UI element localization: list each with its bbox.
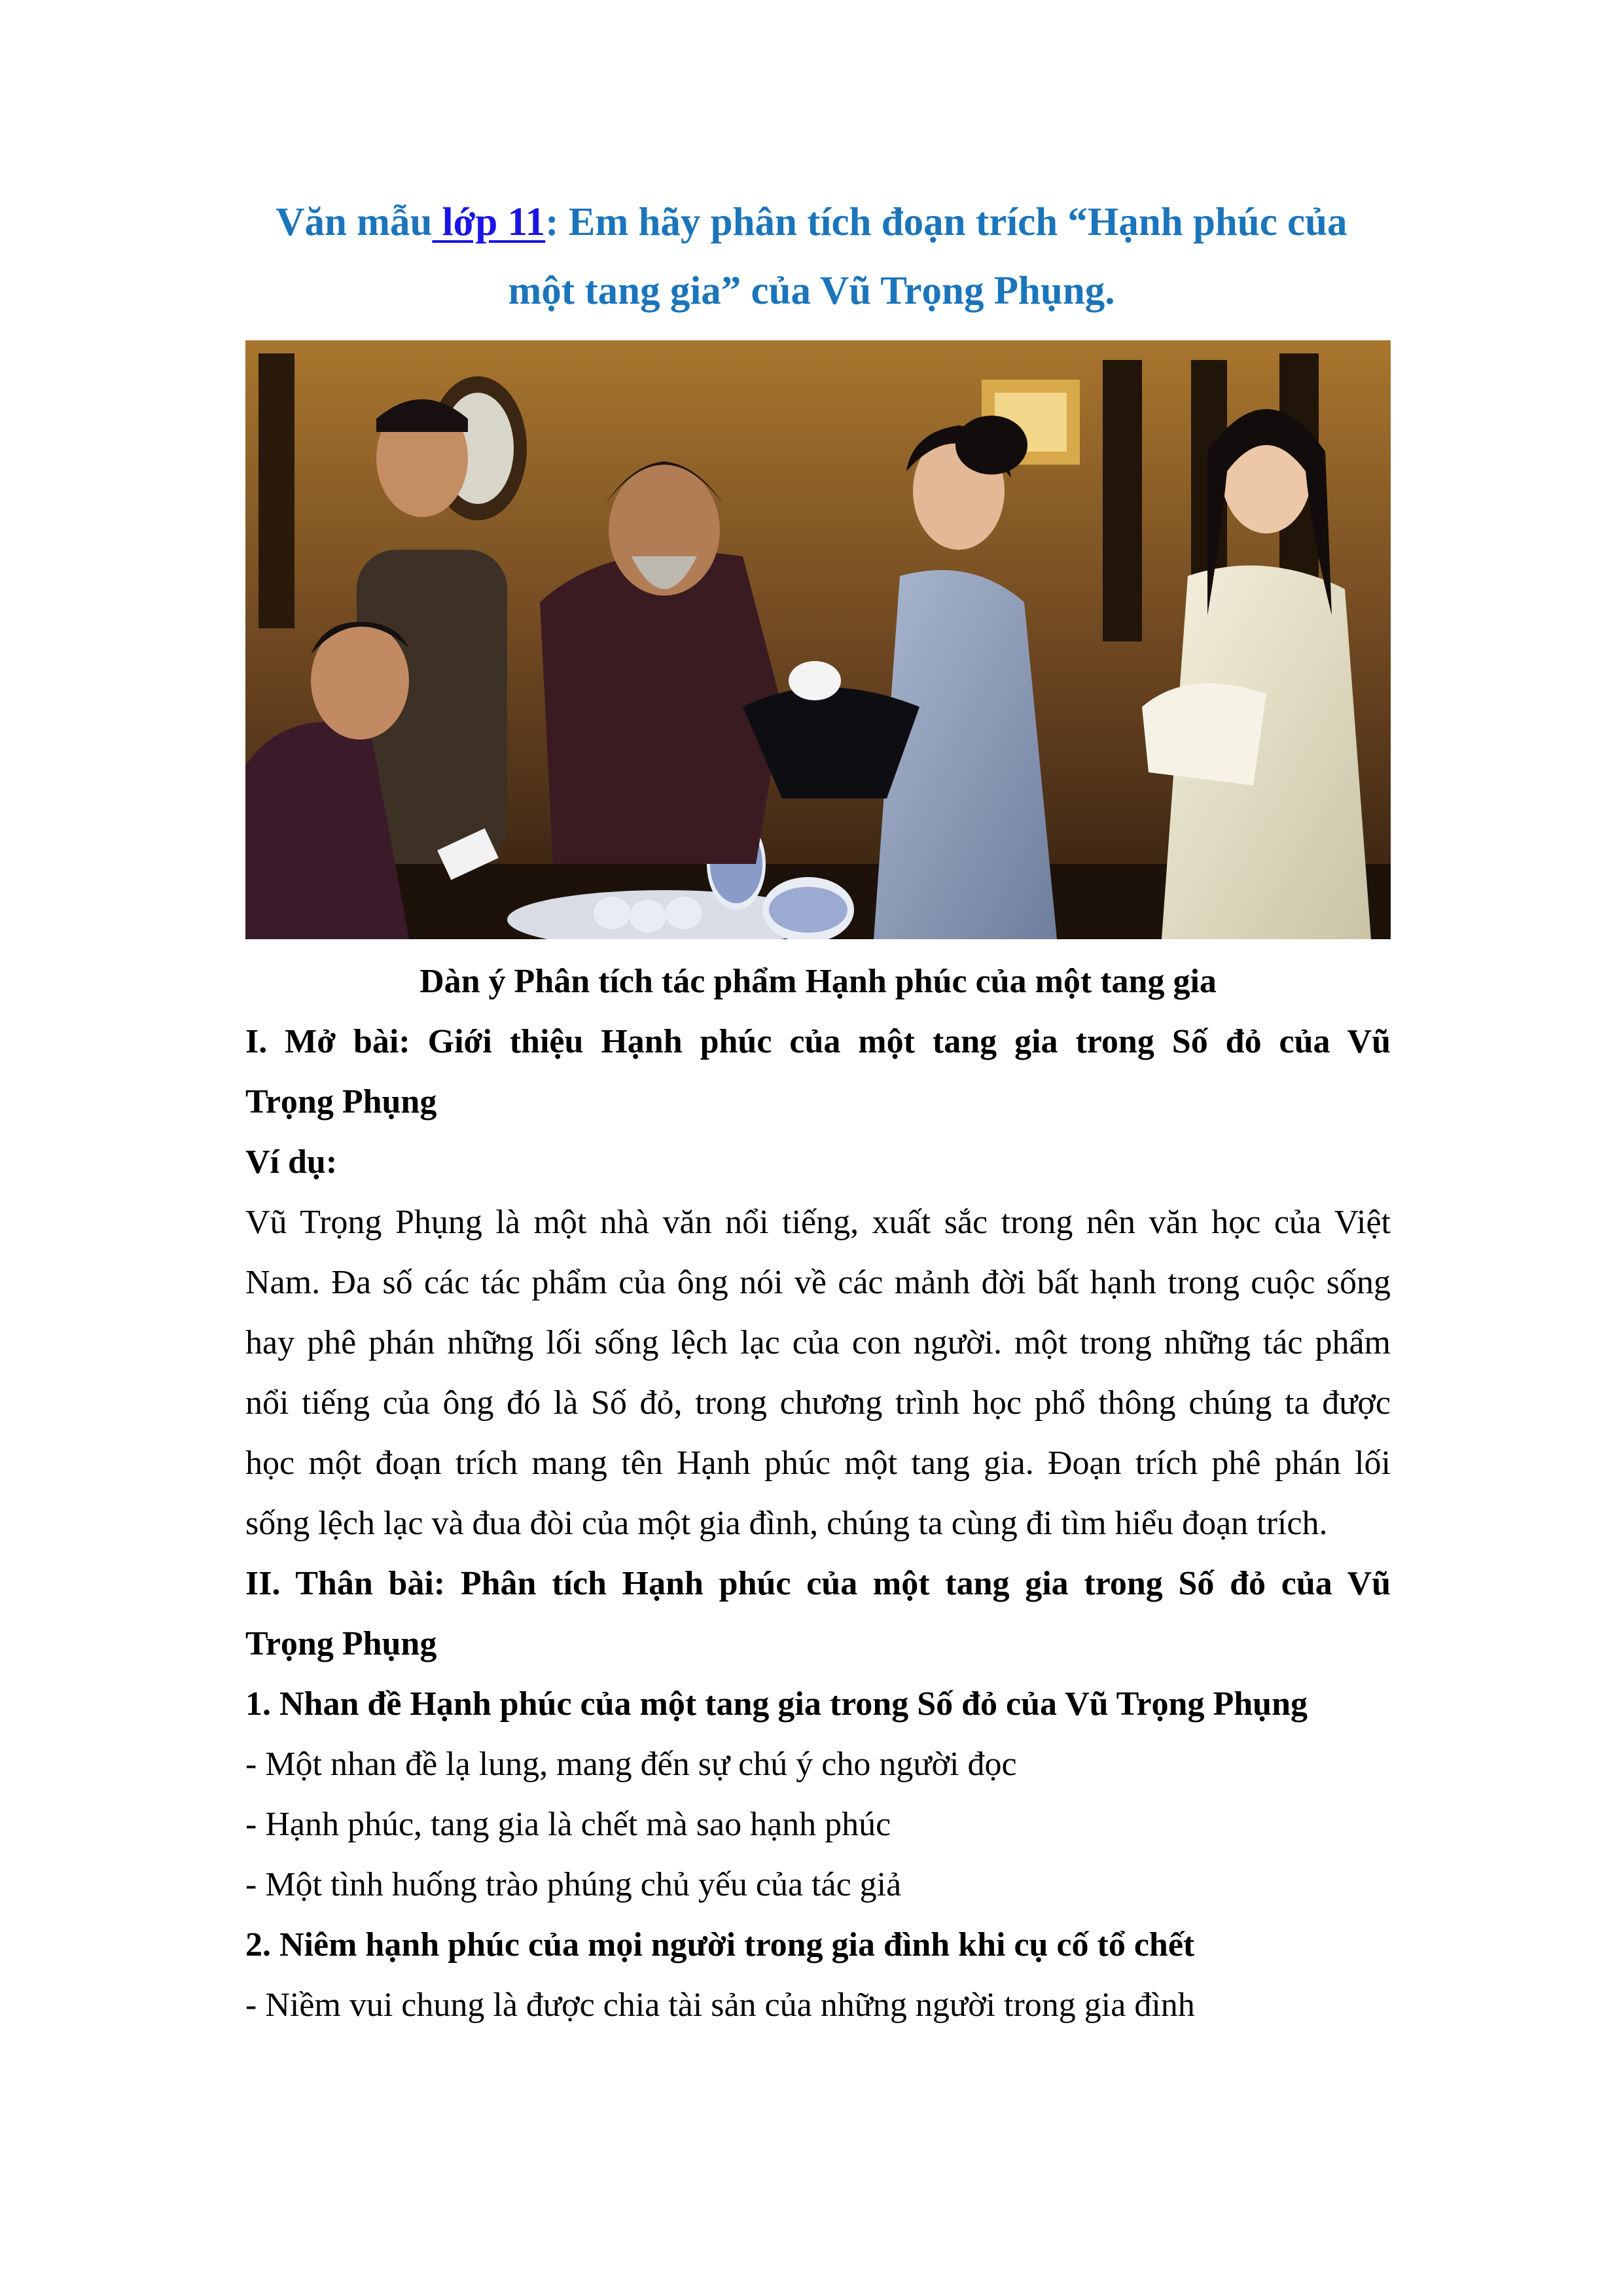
title-line-2: một tang gia” của Vũ Trọng Phụng.: [508, 269, 1115, 313]
list-item: - Niềm vui chung là được chia tài sản của những người trong gia đình: [245, 1986, 1195, 2024]
list-item: - Một tình huống trào phúng chủ yếu của tác giả: [245, 1866, 902, 1903]
section2-heading-line1: II. Thân bài: Phân tích Hạnh phúc của một tang gia trong Số đỏ của Vũ: [245, 1565, 1391, 1602]
scene-photo: [245, 340, 1391, 939]
paragraph-line: nổi tiếng của ông đó là Số đỏ, trong chương trình học phổ thông chúng ta được: [245, 1384, 1391, 1422]
section1-heading-line2: Trọng Phụng: [245, 1083, 437, 1121]
title-prefix: Văn mẫu: [276, 200, 433, 244]
example-label: Ví dụ:: [245, 1143, 338, 1181]
title-line-1: [0, 196, 1623, 249]
list-item: - Hạnh phúc, tang gia là chết mà sao hạnh phúc: [245, 1806, 891, 1843]
paragraph-line: sống lệch lạc và đua đòi của một gia đình, chúng ta cùng đi tìm hiểu đoạn trích.: [245, 1505, 1328, 1542]
subsection1-heading: 1. Nhan đề Hạnh phúc của một tang gia trong Số đỏ của Vũ Trọng Phụng: [245, 1685, 1308, 1723]
list-item: - Một nhan đề lạ lung, mang đến sự chú ý cho người đọc: [245, 1746, 1017, 1783]
subsection2-heading: 2. Niêm hạnh phúc của mọi người trong gia đình khi cụ cố tổ chết: [245, 1926, 1195, 1964]
title-line1-rest: : Em hãy phân tích đoạn trích “Hạnh phúc của: [545, 200, 1347, 244]
paragraph-line: Vũ Trọng Phụng là một nhà văn nổi tiếng, xuất sắc trong nên văn học của Việt: [245, 1204, 1391, 1241]
paragraph-line: học một đoạn trích mang tên Hạnh phúc một tang gia. Đoạn trích phê phán lối: [245, 1444, 1391, 1482]
paragraph-line: Nam. Đa số các tác phẩm của ông nói về các mảnh đời bất hạnh trong cuộc sống: [245, 1264, 1391, 1301]
section1-heading-line1: I. Mở bài: Giới thiệu Hạnh phúc của một tang gia trong Số đỏ của Vũ: [245, 1023, 1391, 1060]
paragraph-line: hay phê phán những lối sống lệch lạc của con người. một trong những tác phẩm: [245, 1324, 1391, 1361]
section2-heading-line2: Trọng Phụng: [245, 1625, 437, 1662]
grade-11-link[interactable]: lớp 11: [432, 200, 546, 244]
outline-heading: Dàn ý Phân tích tác phẩm Hạnh phúc của một tang gia: [419, 963, 1217, 1000]
